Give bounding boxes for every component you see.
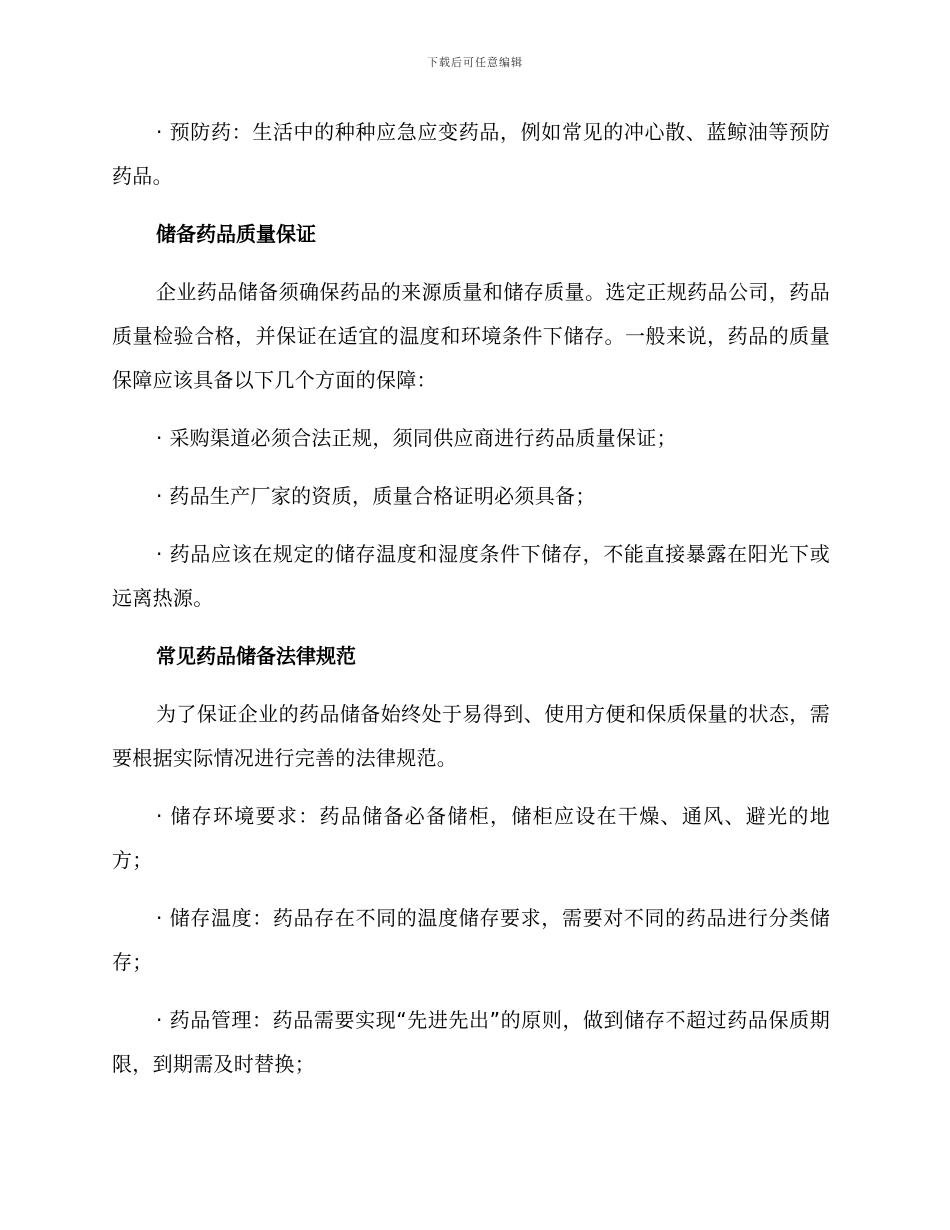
list-item-environment: · 储存环境要求：药品储备必备储柜，储柜应设在干燥、通风、避光的地方； xyxy=(112,804,830,872)
list-item-procurement: · 采购渠道必须合法正规，须同供应商进行药品质量保证； xyxy=(156,426,677,450)
paragraph-prevention-drugs: · 预防药：生活中的种种应急应变药品，例如常见的冲心散、蓝鲸油等预防药品。 xyxy=(112,120,830,188)
paragraph-legal-intro: 为了保证企业的药品储备始终处于易得到、使用方便和保质保量的状态，需要根据实际情况进行完善的法律规范。 xyxy=(112,702,830,770)
document-body xyxy=(112,110,830,1086)
spacer xyxy=(112,256,830,270)
section-heading-quality: 储备药品质量保证 xyxy=(156,222,316,246)
spacer xyxy=(112,882,830,896)
list-item-manufacturer: · 药品生产厂家的资质，质量合格证明必须具备； xyxy=(156,484,596,508)
section-heading-legal: 常见药品储备法律规范 xyxy=(156,644,356,668)
spacer xyxy=(112,518,830,532)
page-header: 下载后可任意编辑 xyxy=(427,56,523,69)
spacer xyxy=(112,678,830,692)
spacer xyxy=(112,198,830,212)
spacer xyxy=(112,460,830,474)
spacer xyxy=(112,402,830,416)
list-item-storage-conditions: · 药品应该在规定的储存温度和湿度条件下储存，不能直接暴露在阳光下或远离热源。 xyxy=(112,542,830,610)
list-item-temperature: · 储存温度：药品存在不同的温度储存要求，需要对不同的药品进行分类储存； xyxy=(112,906,830,974)
spacer xyxy=(112,984,830,998)
spacer xyxy=(112,780,830,794)
list-item-management: · 药品管理：药品需要实现“先进先出”的原则，做到储存不超过药品保质期限，到期需及时替换； xyxy=(112,1008,830,1076)
paragraph-quality-intro: 企业药品储备须确保药品的来源质量和储存质量。选定正规药品公司，药品质量检验合格，并保证在适宜的温度和环境条件下储存。一般来说，药品的质量保障应该具备以下几个方面的保障： xyxy=(112,280,830,392)
spacer xyxy=(112,620,830,634)
